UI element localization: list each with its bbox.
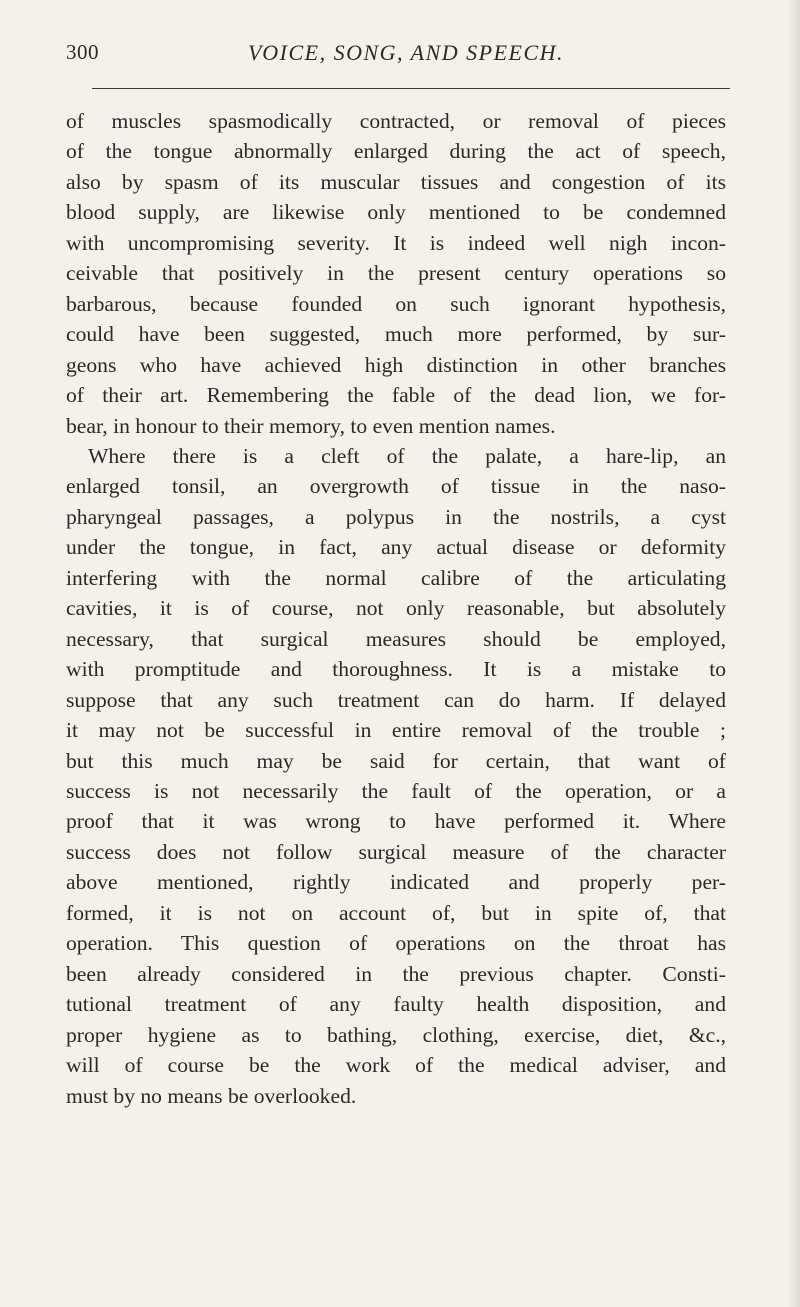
text-line: of the tongue abnormally enlarged during the act of speech, xyxy=(66,139,726,164)
text-line: but this much may be said for certain, that want of xyxy=(66,748,726,773)
text-line: interfering with the normal calibre of the articulating xyxy=(66,565,726,590)
text-line: will of course be the work of the medical adviser, and xyxy=(66,1053,726,1078)
text-line: barbarous, because founded on such ignorant hypothesis, xyxy=(66,291,726,316)
text-line: with promptitude and thoroughness. It is a mistake to xyxy=(66,657,726,682)
page-number: 300 xyxy=(66,40,99,64)
text-line: it may not be successful in entire removal of the trouble ; xyxy=(66,718,726,743)
text-line: also by spasm of its muscular tissues and congestion of its xyxy=(66,169,726,194)
text-line: proof that it was wrong to have performed it. Where xyxy=(66,809,726,834)
page-header xyxy=(66,40,746,76)
text-line: Where there is a cleft of the palate, a hare-lip, an xyxy=(88,443,726,468)
text-line: operation. This question of operations on the throat has xyxy=(66,931,726,956)
text-line: pharyngeal passages, a polypus in the nostrils, a cyst xyxy=(66,504,726,529)
text-line: of muscles spasmodically contracted, or removal of pieces xyxy=(66,109,726,133)
text-line: above mentioned, rightly indicated and properly per- xyxy=(66,870,726,895)
text-line: ceivable that positively in the present century operations so xyxy=(66,261,726,286)
text-line: formed, it is not on account of, but in spite of, that xyxy=(66,900,726,925)
text-line: must by no means be overlooked. xyxy=(66,1083,357,1108)
text-line: cavities, it is of course, not only reasonable, but absolutely xyxy=(66,596,726,621)
header-rule xyxy=(92,88,730,89)
body-text xyxy=(66,106,726,1111)
running-title: VOICE, SONG, AND SPEECH. xyxy=(247,40,565,65)
text-line: could have been suggested, much more performed, by sur- xyxy=(66,322,726,347)
text-line: tutional treatment of any faulty health disposition, and xyxy=(66,992,726,1017)
text-line: under the tongue, in fact, any actual disease or deformity xyxy=(66,535,726,560)
text-line: bear, in honour to their memory, to even mention names. xyxy=(66,413,556,438)
text-line: been already considered in the previous chapter. Consti- xyxy=(66,961,726,986)
text-line: blood supply, are likewise only mentioned to be condemned xyxy=(66,200,726,225)
text-line: proper hygiene as to bathing, clothing, exercise, diet, &c., xyxy=(66,1022,726,1047)
text-line: success does not follow surgical measure of the character xyxy=(66,839,726,864)
text-line: suppose that any such treatment can do harm. If delayed xyxy=(66,687,726,712)
text-line: enlarged tonsil, an overgrowth of tissue in the naso- xyxy=(66,474,726,499)
text-line: necessary, that surgical measures should be employed, xyxy=(66,626,726,651)
text-line: success is not necessarily the fault of the operation, or a xyxy=(66,778,726,803)
text-line: of their art. Remembering the fable of the dead lion, we for- xyxy=(66,383,726,408)
text-line: geons who have achieved high distinction in other branches xyxy=(66,352,726,377)
text-line: with uncompromising severity. It is indeed well nigh incon- xyxy=(66,230,726,255)
page-edge-shadow xyxy=(788,0,800,1307)
